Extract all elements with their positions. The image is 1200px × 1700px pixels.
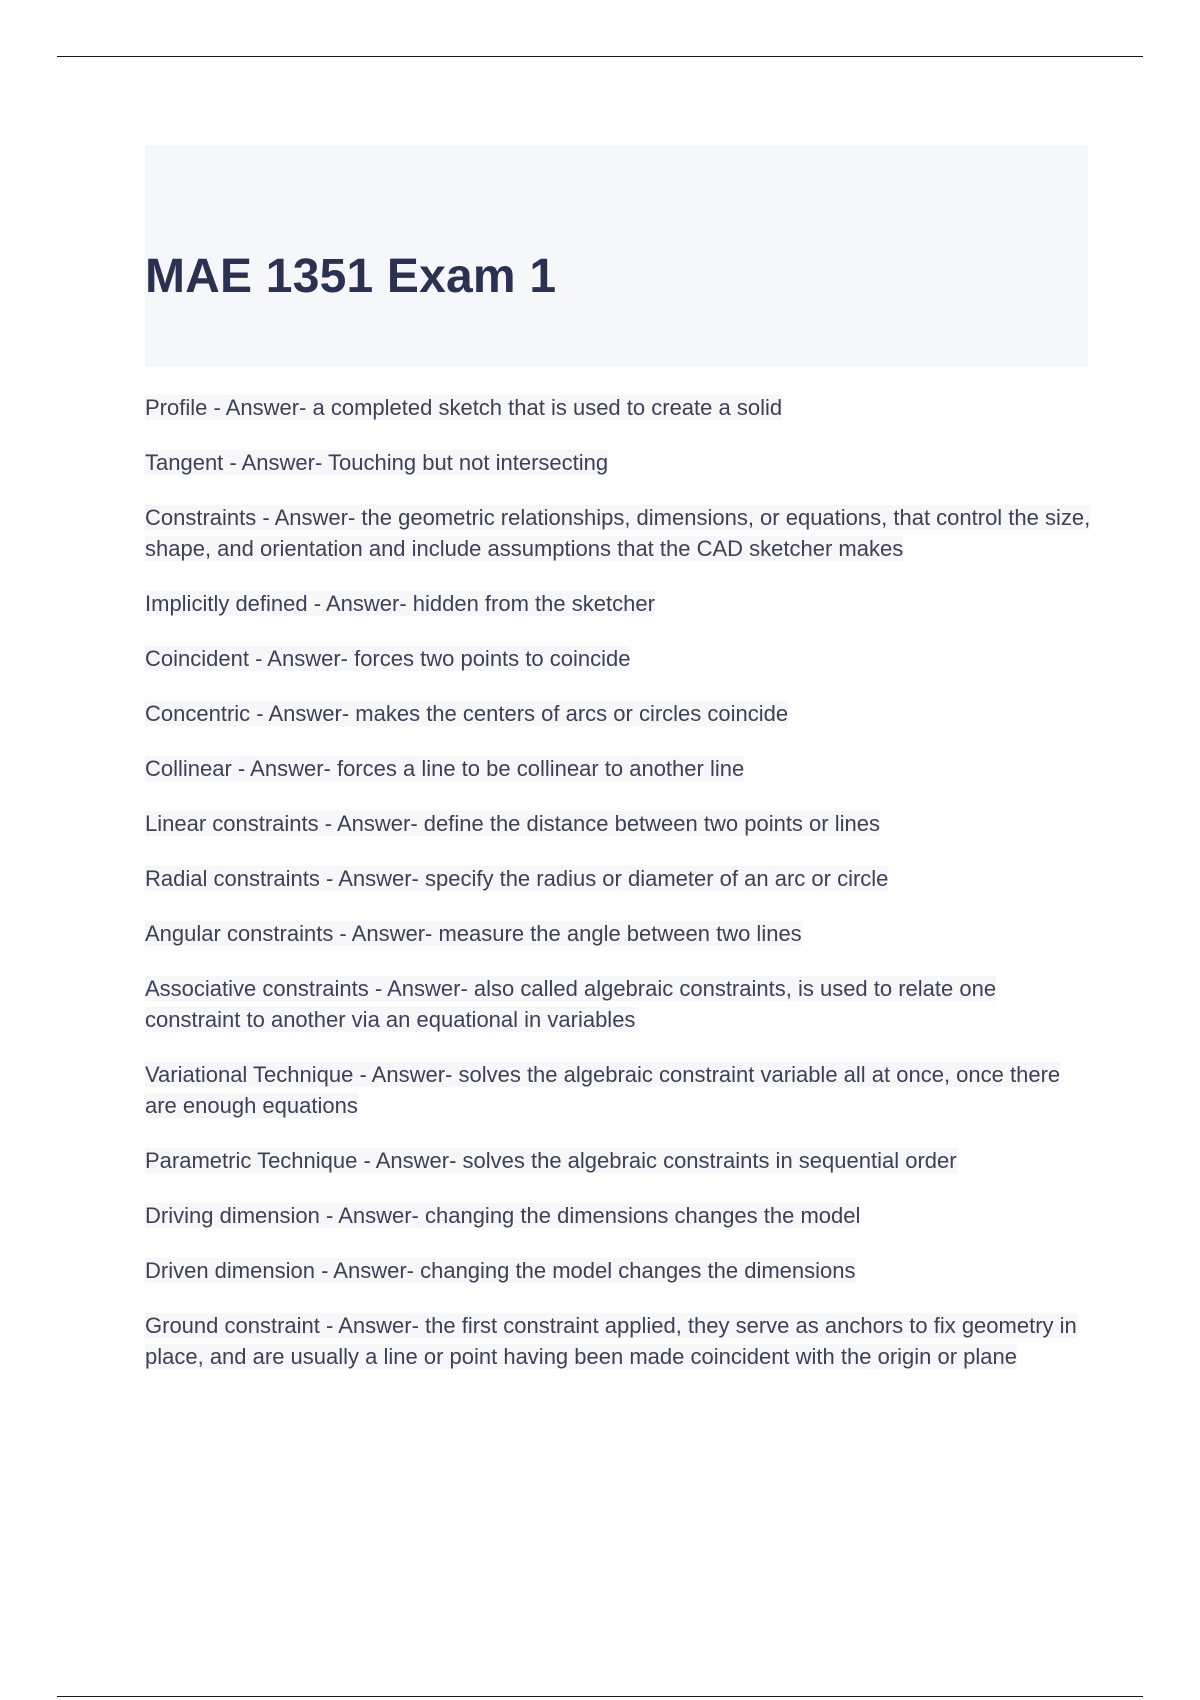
list-item (145, 1257, 1095, 1288)
entry-text: Associative constraints - Answer- also called algebraic constraints, is used to relate one constraint to another via an equational in variables (145, 976, 997, 1032)
list-item (145, 975, 1095, 1037)
entry-text: Angular constraints - Answer- measure the angle between two lines (145, 921, 802, 946)
bottom-rule (57, 1696, 1143, 1697)
entry-text: Implicitly defined - Answer- hidden from the sketcher (145, 591, 655, 616)
title-block (145, 145, 1088, 367)
entry-text: Tangent - Answer- Touching but not intersecting (145, 450, 609, 475)
list-item (145, 1147, 1095, 1178)
entry-text: Linear constraints - Answer- define the distance between two points or lines (145, 811, 880, 836)
list-item (145, 1312, 1095, 1374)
list-item (145, 865, 1095, 896)
list-item (145, 394, 1095, 425)
entry-text: Collinear - Answer- forces a line to be collinear to another line (145, 756, 745, 781)
list-item (145, 504, 1095, 566)
entry-text: Variational Technique - Answer- solves the algebraic constraint variable all at once, once there are enough equations (145, 1062, 1061, 1118)
entry-text: Parametric Technique - Answer- solves the algebraic constraints in sequential order (145, 1148, 957, 1173)
entry-text: Concentric - Answer- makes the centers of arcs or circles coincide (145, 701, 789, 726)
entry-text: Ground constraint - Answer- the first constraint applied, they serve as anchors to fix geometry in place, and are usually a line or point having been made coincident with the origin or plane (145, 1313, 1077, 1369)
list-item (145, 700, 1095, 731)
list-item (145, 590, 1095, 621)
entry-text: Profile - Answer- a completed sketch that is used to create a solid (145, 395, 783, 420)
top-rule (57, 56, 1143, 57)
page-title: MAE 1351 Exam 1 (145, 250, 557, 303)
entry-text: Driving dimension - Answer- changing the dimensions changes the model (145, 1203, 861, 1228)
list-item (145, 1202, 1095, 1233)
list-item (145, 810, 1095, 841)
list-item (145, 449, 1095, 480)
entry-text: Radial constraints - Answer- specify the radius or diameter of an arc or circle (145, 866, 889, 891)
entries-list (145, 394, 1095, 1398)
list-item (145, 755, 1095, 786)
entry-text: Driven dimension - Answer- changing the model changes the dimensions (145, 1258, 856, 1283)
entry-text: Constraints - Answer- the geometric relationships, dimensions, or equations, that control the size, shape, and orientation and include assumptions that the CAD sketcher makes (145, 505, 1091, 561)
list-item (145, 645, 1095, 676)
list-item (145, 920, 1095, 951)
list-item (145, 1061, 1095, 1123)
entry-text: Coincident - Answer- forces two points to coincide (145, 646, 631, 671)
